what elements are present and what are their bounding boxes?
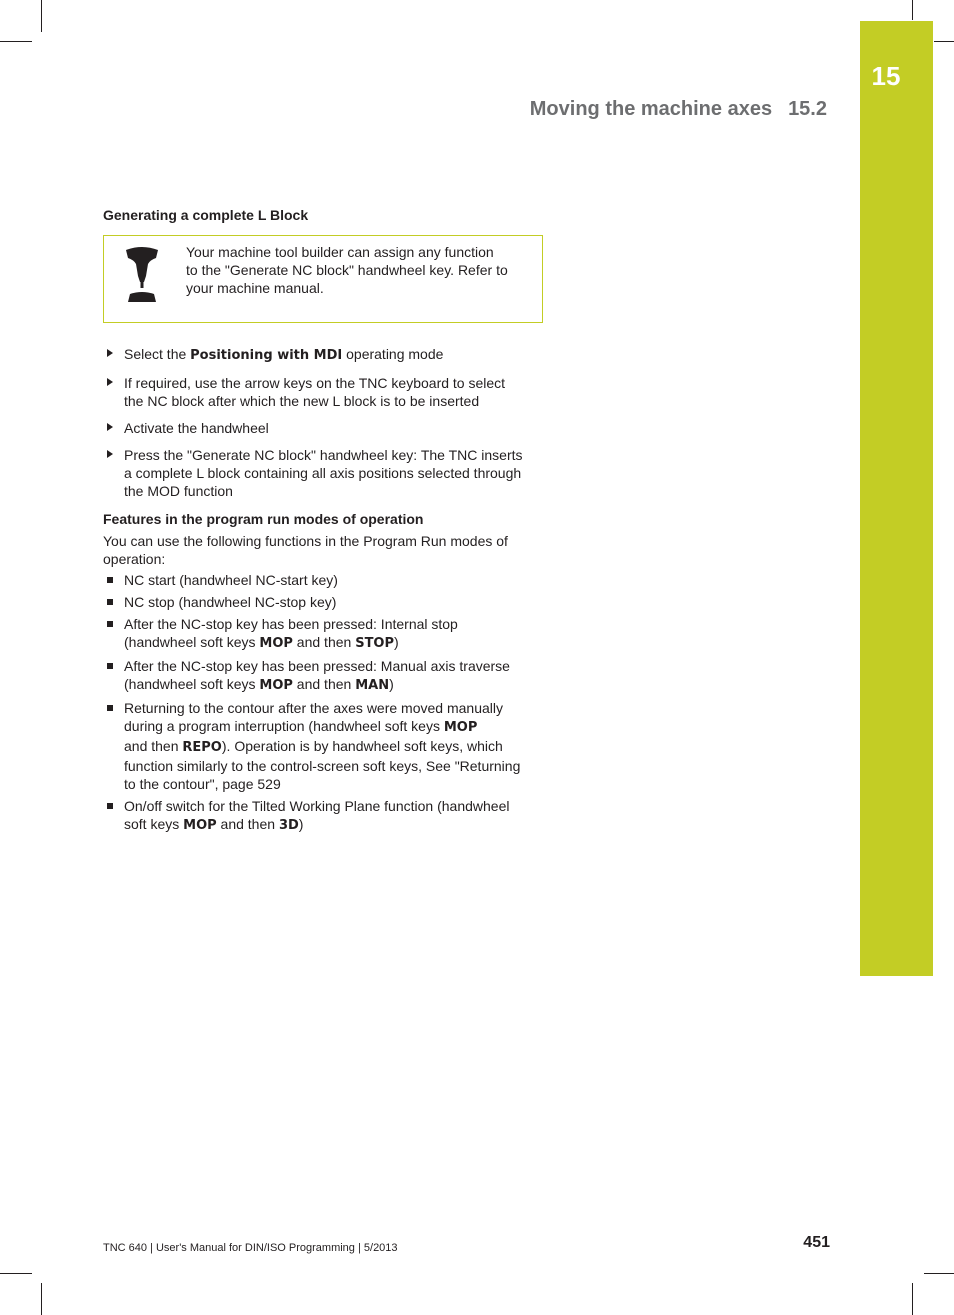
arrow-icon [107, 423, 113, 431]
note-line: Your machine tool builder can assign any function [186, 244, 494, 260]
bullet-square-icon [107, 803, 113, 809]
section-heading: Generating a complete L Block [103, 207, 309, 223]
softkey-label: STOP [355, 636, 395, 651]
chapter-number: 15 [871, 61, 901, 91]
list-item [103, 657, 545, 695]
step-item [103, 374, 545, 410]
list-item [103, 593, 545, 611]
arrow-icon [107, 450, 113, 458]
crop-mark [0, 41, 32, 42]
item-line: After the NC-stop key has been pressed: Internal stop [124, 616, 458, 632]
crop-mark [912, 1283, 913, 1315]
intro-paragraph [103, 532, 545, 568]
step-text: operating mode [342, 346, 444, 362]
item-text: NC start (handwheel NC-start key) [124, 572, 338, 588]
step-list [103, 345, 545, 500]
item-line: and then REPO). Operation is by handwheel soft keys, which [124, 738, 503, 755]
step-line: the MOD function [124, 483, 233, 499]
softkey-label: Positioning with MDI [190, 348, 343, 363]
item-line: during a program interruption (handwheel soft keys MOP [124, 718, 478, 735]
crop-mark [0, 1273, 32, 1274]
section-heading: Features in the program run modes of operation [103, 511, 424, 527]
step-text: Select the [124, 346, 191, 362]
step-line: Activate the handwheel [124, 420, 269, 436]
note-box [103, 235, 543, 323]
crop-mark [924, 1273, 954, 1274]
item-line: On/off switch for the Tilted Working Plane function (handwheel [124, 798, 510, 814]
note-text [186, 243, 531, 297]
note-line: your machine manual. [186, 280, 324, 296]
softkey-label: 3D [278, 818, 299, 833]
running-head-section: 15.2 [788, 98, 827, 120]
bullet-square-icon [107, 577, 113, 583]
item-line: After the NC-stop key has been pressed: Manual axis traverse [124, 658, 510, 674]
list-item [103, 615, 545, 653]
page-content [103, 206, 545, 839]
crop-mark [41, 1283, 42, 1315]
step-item [103, 345, 545, 365]
step-item [103, 419, 545, 437]
arrow-icon [107, 349, 113, 357]
step-line: a complete L block containing all axis positions selected through [124, 465, 522, 481]
arrow-icon [107, 378, 113, 386]
page-number: 451 [803, 1234, 830, 1251]
list-item [103, 797, 545, 835]
step-line: If required, use the arrow keys on the TNC keyboard to select [124, 375, 506, 391]
list-item [103, 699, 545, 793]
item-line: to the contour", page 529 [124, 776, 281, 792]
item-line: Returning to the contour after the axes were moved manually [124, 700, 503, 716]
softkey-label: MOP [443, 720, 478, 735]
item-text: NC stop (handwheel NC-stop key) [124, 594, 337, 610]
softkey-label: MOP [259, 678, 293, 693]
softkey-label: MOP [259, 636, 293, 651]
step-line: Press the "Generate NC block" handwheel key: The TNC inserts [124, 447, 523, 463]
intro-line: You can use the following functions in the Program Run modes of [103, 533, 508, 549]
chapter-tab [860, 21, 933, 976]
intro-line: operation: [103, 551, 166, 567]
bullet-square-icon [107, 705, 113, 711]
item-line: (handwheel soft keys MOP and then STOP) [124, 634, 399, 651]
crop-mark [912, 0, 913, 20]
machine-icon [122, 246, 162, 302]
step-item [103, 446, 545, 500]
step-line: the NC block after which the new L block is to be inserted [124, 393, 480, 409]
softkey-label: MOP [183, 818, 217, 833]
item-line: function similarly to the control-screen soft keys, See "Returning [124, 758, 521, 774]
bullet-square-icon [107, 663, 113, 669]
item-line: (handwheel soft keys MOP and then MAN) [124, 676, 394, 693]
footer-text: TNC 640 | User's Manual for DIN/ISO Programming | 5/2013 [103, 1242, 398, 1254]
item-line: soft keys MOP and then 3D) [124, 816, 304, 833]
bullet-square-icon [107, 599, 113, 605]
feature-list [103, 571, 545, 835]
note-line: to the "Generate NC block" handwheel key. Refer to [186, 262, 508, 278]
list-item [103, 571, 545, 589]
crop-mark [41, 0, 42, 32]
running-head-title: Moving the machine axes [529, 98, 773, 120]
crop-mark [934, 41, 954, 42]
bullet-square-icon [107, 621, 113, 627]
running-head [530, 98, 827, 121]
softkey-label: REPO [182, 740, 222, 755]
softkey-label: MAN [355, 678, 390, 693]
